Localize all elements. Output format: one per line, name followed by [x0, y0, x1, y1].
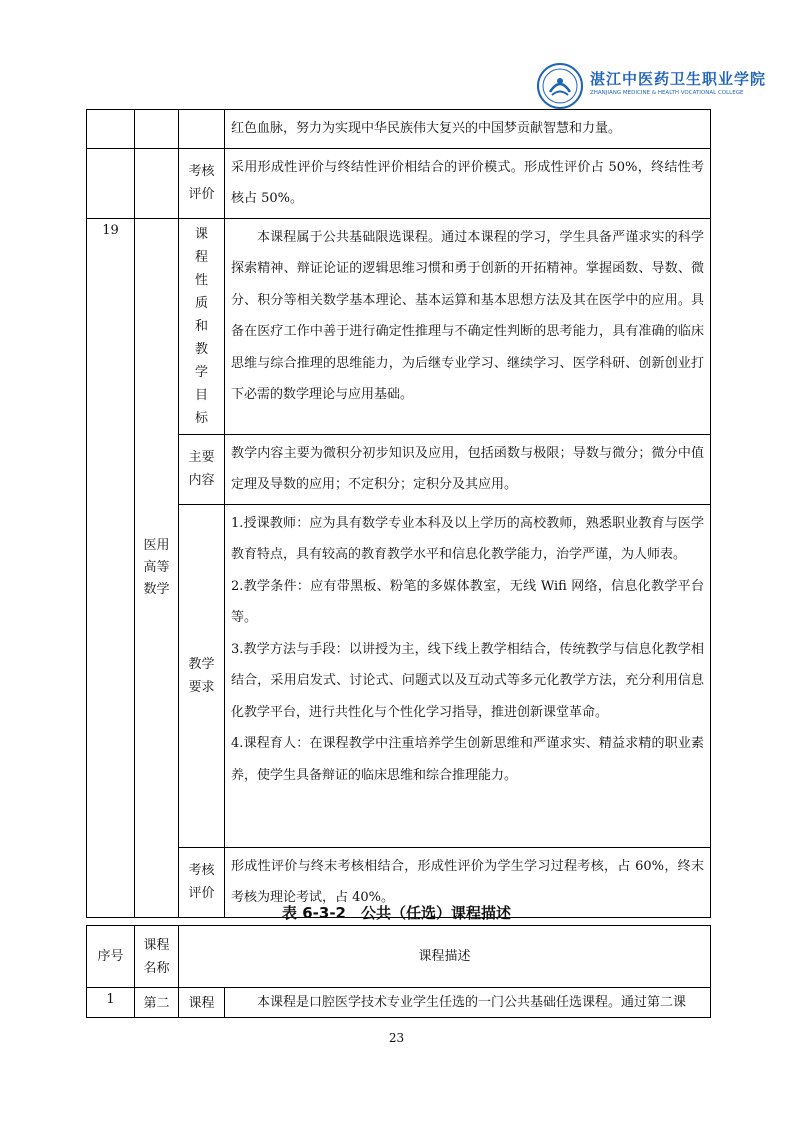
logo-chinese-name: 湛江中医药卫生职业学院	[590, 70, 767, 88]
college-logo	[536, 62, 767, 110]
req-item: 3.教学方法与手段：以讲授为主，线下线上教学相结合，传统教学与信息化教学相结合，采用启发式、讨论式、问题式以及互动式等多元化教学方法，充分利用信息化教学平台，进行共性化与个性化学习指导，推进创新课堂革命。	[231, 641, 704, 720]
course-name: 医用高等数学	[135, 218, 179, 917]
goal-label: 课程性质和教学目标	[179, 218, 225, 434]
req-item: 2.教学条件：应有带黑板、粉笔的多媒体教室，无线 Wifi 网络，信息化教学平台等。	[231, 578, 704, 625]
course-table-elective	[86, 925, 711, 1018]
course-table-required	[86, 109, 711, 918]
eval-text: 形成性评价与终末考核相结合，形成性评价为学生学习过程考核，占 60%，终末考核为理论考试，占 40%。	[231, 858, 704, 905]
num-cell	[87, 148, 135, 218]
name-cell	[135, 110, 179, 149]
course-desc: 本课程是口腔医学技术专业学生任选的一门公共基础任选课程。通过第二课	[257, 995, 687, 1010]
table-row	[87, 434, 711, 504]
table-row	[87, 504, 711, 847]
text-cell	[225, 110, 711, 149]
goal-text-cell	[225, 218, 711, 434]
table-caption: 表 6-3-2 公共（任选）课程描述	[282, 904, 511, 922]
table-header-row	[87, 926, 711, 988]
table-row	[87, 988, 711, 1018]
content-text: 教学内容主要为微积分初步知识及应用，包括函数与极限；导数与微分；微分中值定理及导数的应用；不定积分；定积分及其应用。	[231, 445, 704, 492]
course-number: 19	[87, 218, 135, 917]
goal-text: 本课程属于公共基础限选课程。通过本课程的学习，学生具备严谨求实的科学探索精神、辩证论证的逻辑思维习惯和勇于创新的开拓精神。掌握函数、导数、微分、积分等相关数学基本理论、基本运算和基本思想方法及其在医学中的应用。具备在医疗工作中善于进行确定性推理与不确定性判断的思考能力，具有准确的临床思维与综合推理的思维能力，为后继专业学习、继续学习、医学科研、创新创业打下必需的数学理论与应用基础。	[231, 229, 704, 402]
name-cell	[135, 148, 179, 218]
content-label: 主要内容	[179, 434, 225, 504]
header-num: 序号	[87, 926, 135, 988]
eval-text	[225, 148, 711, 218]
eval-text-content: 采用形成性评价与终结性评价相结合的评价模式。形成性评价占 50%，终结性考核占 50%。	[231, 159, 704, 206]
college-emblem-icon	[536, 62, 584, 110]
course-number: 1	[87, 988, 135, 1018]
continued-text: 红色血脉，努力为实现中华民族伟大复兴的中国梦贡献智慧和力量。	[231, 121, 622, 136]
req-item: 4.课程育人：在课程教学中注重培养学生创新思维和严谨求实、精益求精的职业素养，使学生具备辩证的临床思维和综合推理能力。	[231, 736, 704, 783]
course-desc-cell	[225, 988, 711, 1018]
page-number: 23	[388, 1031, 405, 1045]
table-row	[87, 218, 711, 434]
table-row	[87, 148, 711, 218]
content-text-cell	[225, 434, 711, 504]
eval-label: 考核评价	[179, 148, 225, 218]
course-label: 课程	[179, 988, 225, 1018]
table-row	[87, 110, 711, 149]
req-item: 1.授课教师：应为具有数学专业本科及以上学历的高校教师，熟悉职业教育与医学教育特点，具有较高的教育教学水平和信息化教学能力，治学严谨，为人师表。	[231, 515, 704, 562]
logo-english-name: ZHANJIANG MEDICINE & HEALTH VOCATIONAL COLLEGE	[590, 90, 744, 96]
header-name: 课程名称	[135, 926, 179, 988]
req-label: 教学要求	[179, 504, 225, 847]
num-cell	[87, 110, 135, 149]
header-desc: 课程描述	[179, 926, 711, 988]
label-cell	[179, 110, 225, 149]
req-text-cell	[225, 504, 711, 847]
course-name: 第二	[135, 988, 179, 1018]
eval-label: 考核评价	[179, 847, 225, 917]
